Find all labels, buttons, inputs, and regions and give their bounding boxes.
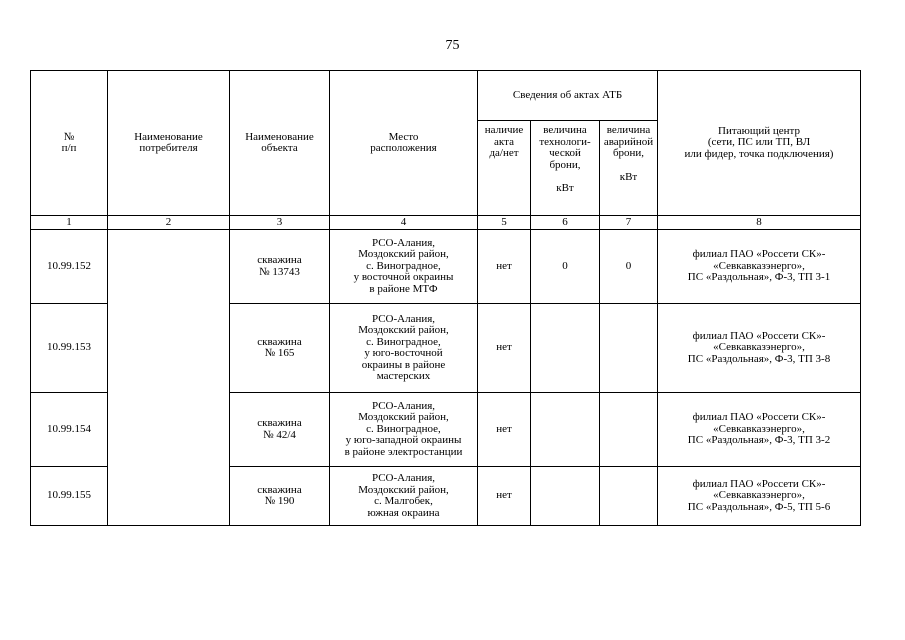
column-number: 2 <box>108 216 230 230</box>
location: РСО-Алания, Моздокский район, с. Виноградное, у восточной окраины в районе МТФ <box>330 230 478 304</box>
act-presence: нет <box>478 304 531 393</box>
header-tech-reserve <box>531 121 600 216</box>
power-center: филиал ПАО «Россети СК»- «Севкавказэнерго», ПС «Раздольная», Ф-5, ТП 5-6 <box>658 467 861 526</box>
header-emergency-reserve <box>600 121 658 216</box>
header-object-name: Наименование объекта <box>230 71 330 216</box>
act-presence: нет <box>478 230 531 304</box>
column-number: 3 <box>230 216 330 230</box>
column-number: 6 <box>531 216 600 230</box>
header-location: Место расположения <box>330 71 478 216</box>
emergency-reserve: 0 <box>600 230 658 304</box>
header-act-presence: наличие акта да/нет <box>478 121 531 216</box>
emergency-reserve <box>600 304 658 393</box>
atb-table <box>30 70 861 526</box>
consumer-name-cell <box>108 230 230 526</box>
table-row <box>31 230 861 304</box>
column-number: 1 <box>31 216 108 230</box>
power-center: филиал ПАО «Россети СК»- «Севкавказэнерго», ПС «Раздольная», Ф-3, ТП 3-8 <box>658 304 861 393</box>
column-number: 7 <box>600 216 658 230</box>
table-header <box>31 71 861 230</box>
column-numbers-row <box>31 216 861 230</box>
object-name: скважина № 190 <box>230 467 330 526</box>
power-center: филиал ПАО «Россети СК»- «Севкавказэнерго», ПС «Раздольная», Ф-3, ТП 3-1 <box>658 230 861 304</box>
header-emergency-reserve-label: величина аварийной брони, <box>603 124 654 159</box>
row-number: 10.99.153 <box>31 304 108 393</box>
object-name: скважина № 13743 <box>230 230 330 304</box>
act-presence: нет <box>478 467 531 526</box>
emergency-reserve <box>600 467 658 526</box>
page-number: 75 <box>445 38 460 53</box>
header-row-number: № п/п <box>31 71 108 216</box>
tech-reserve <box>531 393 600 467</box>
row-number: 10.99.154 <box>31 393 108 467</box>
header-tech-reserve-unit: кВт <box>556 182 574 194</box>
tech-reserve <box>531 304 600 393</box>
power-center: филиал ПАО «Россети СК»- «Севкавказэнерго», ПС «Раздольная», Ф-3, ТП 3-2 <box>658 393 861 467</box>
row-number: 10.99.155 <box>31 467 108 526</box>
location: РСО-Алания, Моздокский район, с. Виноградное, у юго-восточной окраины в районе мастерских <box>330 304 478 393</box>
header-atb-group: Сведения об актах АТБ <box>478 71 658 121</box>
header-emergency-reserve-unit: кВт <box>619 170 638 183</box>
column-number: 5 <box>478 216 531 230</box>
header-tech-reserve-label: величина технологи- ческой брони, <box>539 124 591 171</box>
row-number: 10.99.152 <box>31 230 108 304</box>
tech-reserve <box>531 467 600 526</box>
tech-reserve: 0 <box>531 230 600 304</box>
act-presence: нет <box>478 393 531 467</box>
emergency-reserve <box>600 393 658 467</box>
location: РСО-Алания, Моздокский район, с. Малгобек, южная окраина <box>330 467 478 526</box>
object-name: скважина № 165 <box>230 304 330 393</box>
header-consumer-name: Наименование потребителя <box>108 71 230 216</box>
column-number: 8 <box>658 216 861 230</box>
table-body <box>31 230 861 526</box>
location: РСО-Алания, Моздокский район, с. Виноградное, у юго-западной окраины в районе электростанции <box>330 393 478 467</box>
object-name: скважина № 42/4 <box>230 393 330 467</box>
header-power-center: Питающий центр (сети, ПС или ТП, ВЛ или фидер, точка подключения) <box>658 71 861 216</box>
column-number: 4 <box>330 216 478 230</box>
